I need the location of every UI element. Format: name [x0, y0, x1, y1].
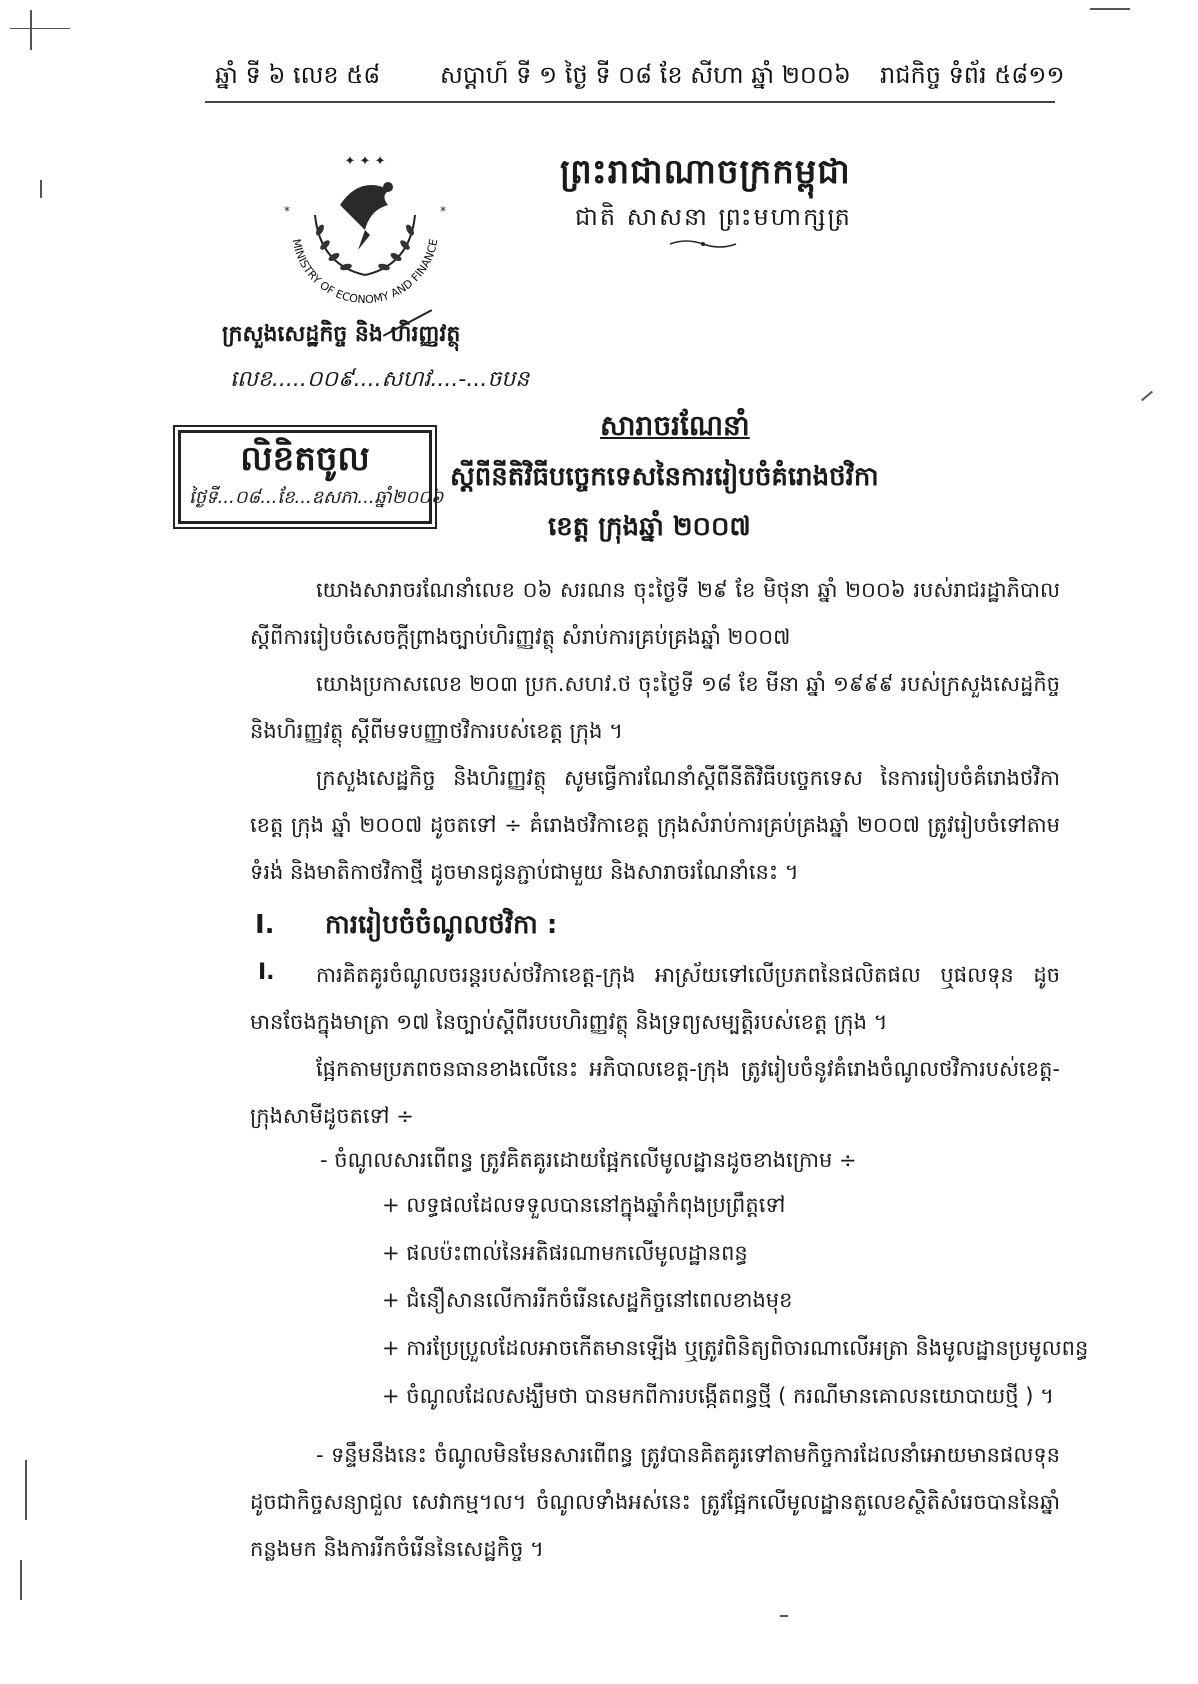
section-number: I. [255, 910, 275, 940]
svg-text:✦ ✦ ✦: ✦ ✦ ✦ [344, 154, 386, 169]
gazette-date: សប្តាហ៍ ទី ១ ថ្ងៃ ទី ០៨ ខែ សីហា ឆ្នាំ ២០០៦ [440, 61, 851, 89]
scan-mark [10, 28, 70, 29]
paragraph-non-tax-revenue: - ទន្ទឹមនឹងនេះ ចំណូលមិនមែនសារពើពន្ធ ត្រូវបានគិតគូរទៅតាមកិច្ចការដែលនាំអោយមានផលទុន ដូចជាកិច្ចសន្យាជួល សេវាកម្ម។ល។ ចំណូលទាំងអស់នេះ ត្រូវផ្អែកលើមូលដ្ឋានតួលេខស្ថិតិសំរេចបាននៃឆ្នាំកន្លងមក និងការរីកចំរើននៃសេដ្ឋកិច្ច ។ [250, 1443, 1060, 1561]
document-type: សារាចរណែនាំ [600, 409, 750, 442]
scan-mark [30, 10, 32, 50]
ministry-seal-logo [270, 135, 460, 315]
paragraph-reference-1: យោងសារាចរណែនាំលេខ ០៦ សរណន ចុះថ្ងៃទី ២៩ ខែ មិថុនា ឆ្នាំ ២០០៦ របស់រាជរដ្ឋាភិបាល ស្តីពីការរៀបចំសេចក្តីព្រាងច្បាប់ហិរញ្ញវត្ថុ សំរាប់ការគ្រប់គ្រងឆ្នាំ ២០០៧ [250, 578, 1060, 649]
stamp-title: លិខិតចូល [240, 439, 370, 479]
svg-text:*: * [440, 204, 446, 218]
header-rule [205, 101, 1055, 103]
sub-item: + ជំនឿសានលើការរីកចំរើនសេដ្ឋកិច្ចនៅពេលខាងមុខ [382, 1288, 793, 1312]
sub-item: + ចំណូលដែលសង្ឃឹមថា បានមកពីការបង្កើតពន្ធថ្មី ( ករណីមានគោលនយោបាយថ្មី ) ។ [382, 1384, 1054, 1408]
paragraph-reference-2: យោងប្រកាសលេខ ២០៣ ប្រក.សហវ.ថ ចុះថ្ងៃទី ១៨ ខែ មីនា ឆ្នាំ ១៩៩៩ របស់ក្រសួងសេដ្ឋកិច្ច និងហិរញ្ញវត្ថុ ស្តីពីមទបញ្ញាថវិការបស់ខេត្ត ក្រុង ។ [250, 672, 1060, 743]
scan-mark [1090, 8, 1130, 10]
kingdom-motto: ជាតិ សាសនា ព្រះមហាក្សត្រ [575, 203, 852, 231]
paragraph-revenue-basis: ផ្អែកតាមប្រភពចនធានខាងលើនេះ អភិបាលខេត្ត-ក្រុង ត្រូវរៀបចំនូវគំរោងចំណូលថវិការបស់ខេត្ត-ក្រុងសាមីដូចតទៅ ÷ [250, 1057, 1060, 1128]
item-number: I. [258, 960, 275, 985]
scan-mark [25, 1460, 27, 1520]
bullet-tax-revenue: - ចំណូលសារពើពន្ធ ត្រូវគិតគូរដោយផ្អែកលើមូលដ្ឋានដូចខាងក្រោម ÷ [320, 1148, 857, 1172]
section-title: ការរៀបចំចំណូលថវិកា : [325, 910, 558, 940]
svg-text:*: * [284, 204, 290, 218]
gazette-issue: ឆ្នាំ ទី ៦ លេខ ៥៨ [215, 61, 381, 89]
ornament-divider-icon [668, 238, 738, 250]
item-text: ការគិតគូរចំណូលចរន្តរបស់ថវិកាខេត្ត-ក្រុង អាស្រ័យទៅលើប្រភពនៃផលិតផល ឬផលទុន ដូចមានចែងក្នុងមាត្រា ១៧ នៃច្បាប់ស្តីពីរបបហិរញ្ញវត្ថុ និងទ្រព្យសម្បត្តិរបស់ខេត្ត ក្រុង ។ [250, 963, 1060, 1034]
seal-ring-text: MINISTRY OF ECONOMY AND FINANCE [289, 237, 441, 307]
sub-item: + លទ្ធផលដែលទទួលបាននៅក្នុងឆ្នាំកំពុងប្រព្រឹត្តទៅ [382, 1193, 786, 1217]
document-scope: ខេត្ត ក្រុងឆ្នាំ ២០០៧ [548, 512, 751, 542]
scan-mark [1141, 391, 1153, 402]
sub-item: + ការប្រែប្រួលដែលអាចកើតមានឡើង ឬត្រូវពិនិត្យពិចារណាលើអត្រា និងមូលដ្ឋានប្រមូលពន្ធ [382, 1336, 1089, 1360]
scan-mark [20, 1560, 22, 1600]
document-subject: ស្តីពីនីតិវិធីបច្ចេកទេសនៃការរៀបចំគំរោងថវិកា [450, 462, 879, 492]
paragraph-instruction: ក្រសួងសេដ្ឋកិច្ច និងហិរញ្ញវត្ថុ សូមធ្វើការណែនាំស្តីពីនីតិវិធីបច្ចេកទេស នៃការរៀបចំគំរោងថវិកាខេត្ត ក្រុង ឆ្នាំ ២០០៧ ដូចតទៅ ÷ គំរោងថវិកាខេត្ត ក្រុងសំរាប់ការគ្រប់គ្រងឆ្នាំ ២០០៧ ត្រូវរៀបចំទៅតាមទំរង់ និងមាតិកាថវិកាថ្មី ដូចមានជូនភ្ជាប់ជាមួយ និងសារាចរណែនាំនេះ ។ [250, 766, 1060, 884]
received-stamp [178, 430, 444, 524]
gazette-page: រាជកិច្ច ទំព័រ ៥៨១១ [880, 61, 1065, 89]
scan-mark [40, 180, 42, 198]
kingdom-title: ព្រះរាជាណាចក្រកម្ពុជា [560, 152, 851, 192]
sub-item: + ផលប៉ះពាល់នៃអតិផរណាមកលើមូលដ្ឋានពន្ធ [382, 1241, 748, 1265]
ministry-name: ក្រសួងសេដ្ឋកិច្ច និង ហិរញ្ញវត្ថុ [222, 322, 461, 347]
scan-mark [780, 1615, 788, 1617]
reference-number: លេខ.....០០៩....សហវ....-...ចបន [230, 367, 530, 392]
stamp-date: ថ្ងៃទី...០៨...ខែ...ឧសភា...ឆ្នាំ២០០៦ [189, 487, 444, 508]
